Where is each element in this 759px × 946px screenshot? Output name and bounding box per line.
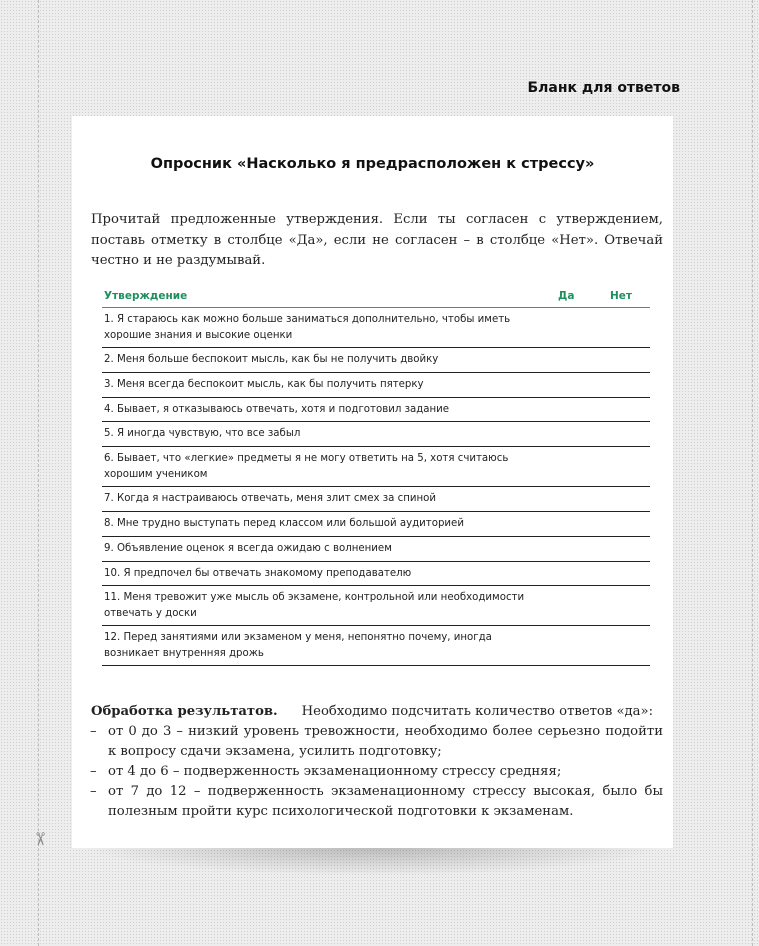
statement-text: 5. Я иногда чувствую, что все забыл bbox=[104, 428, 301, 440]
results-lead: Необходимо подсчитать количество ответов «да»: bbox=[301, 704, 654, 719]
statement-text: 4. Бывает, я отказываюсь отвечать, хотя и подготовил задание bbox=[104, 403, 450, 415]
column-header-yes: Да bbox=[558, 290, 575, 302]
table-row bbox=[102, 512, 650, 537]
list-item bbox=[91, 722, 663, 762]
statement-text: 2. Меня больше беспокоит мысль, как бы не получить двойку bbox=[104, 354, 439, 365]
table-row bbox=[102, 626, 650, 666]
statement-text: 10. Я предпочел бы отвечать знакомому преподавателю bbox=[104, 567, 412, 579]
table-row bbox=[102, 537, 650, 562]
statement-text: 7. Когда я настраиваюсь отвечать, меня злит смех за спиной bbox=[104, 493, 437, 505]
cut-line-right bbox=[752, 0, 753, 946]
table-row bbox=[102, 562, 650, 587]
column-header-no: Нет bbox=[610, 290, 632, 302]
questionnaire-table bbox=[102, 284, 650, 666]
scissors-icon: ✂ bbox=[29, 831, 50, 847]
column-header-statement: Утверждение bbox=[104, 290, 188, 302]
statement-text: 3. Меня всегда беспокоит мысль, как бы получить пятерку bbox=[104, 378, 424, 390]
table-row bbox=[102, 586, 650, 626]
table-row bbox=[102, 373, 650, 398]
statement-text: 12. Перед занятиями или экзаменом у меня, непонятно почему, иногда возникает внутренняя дрожь bbox=[104, 632, 492, 660]
dash-marker: – bbox=[90, 764, 97, 779]
questionnaire-title: Опросник «Насколько я предрасположен к стрессу» bbox=[150, 156, 595, 172]
statement-text: 6. Бывает, что «легкие» предметы я не могу ответить на 5, хотя считаюсь хорошим учеником bbox=[104, 453, 509, 481]
results-list bbox=[91, 722, 663, 822]
result-text: от 4 до 6 – подверженность экзаменационному стрессу средняя; bbox=[108, 764, 562, 779]
result-text: от 0 до 3 – низкий уровень тревожности, необходимо более серьезно подойти к вопросу сдачи экзамена, усилить подготовку; bbox=[108, 724, 663, 759]
statement-text: 9. Объявление оценок я всегда ожидаю с волнением bbox=[104, 542, 392, 554]
results-section bbox=[91, 702, 663, 822]
table-row bbox=[102, 487, 650, 512]
form-label: Бланк для ответов bbox=[527, 80, 680, 96]
statement-text: 1. Я стараюсь как можно больше заниматься дополнительно, чтобы иметь хорошие знания и высокие оценки bbox=[104, 314, 511, 341]
instructions: Прочитай предложенные утверждения. Если ты согласен с утверждением, поставь отметку в столбце «Да», если не согласен – в столбце «Нет». Отвечай честно и не раздумывай. bbox=[91, 212, 663, 268]
table-row bbox=[102, 348, 650, 373]
table-row bbox=[102, 422, 650, 447]
page-shadow bbox=[80, 846, 665, 876]
list-item bbox=[91, 762, 663, 782]
table-header bbox=[102, 284, 650, 308]
statement-text: 11. Меня тревожит уже мысль об экзамене, контрольной или необходимости отвечать у доски bbox=[104, 592, 525, 620]
results-heading: Обработка результатов. bbox=[91, 704, 278, 719]
table-row bbox=[102, 447, 650, 487]
dash-marker: – bbox=[90, 724, 97, 739]
table-row bbox=[102, 308, 650, 348]
dash-marker: – bbox=[90, 784, 97, 799]
statement-text: 8. Мне трудно выступать перед классом или большой аудиторией bbox=[104, 517, 464, 529]
list-item bbox=[91, 782, 663, 822]
answer-sheet bbox=[72, 116, 673, 848]
cut-line bbox=[38, 0, 39, 946]
results-heading-line bbox=[91, 702, 663, 722]
result-text: от 7 до 12 – подверженность экзаменационному стрессу высокая, было бы полезным пройти курс психологической подготовки к экзаменам. bbox=[108, 784, 663, 819]
table-row bbox=[102, 398, 650, 423]
